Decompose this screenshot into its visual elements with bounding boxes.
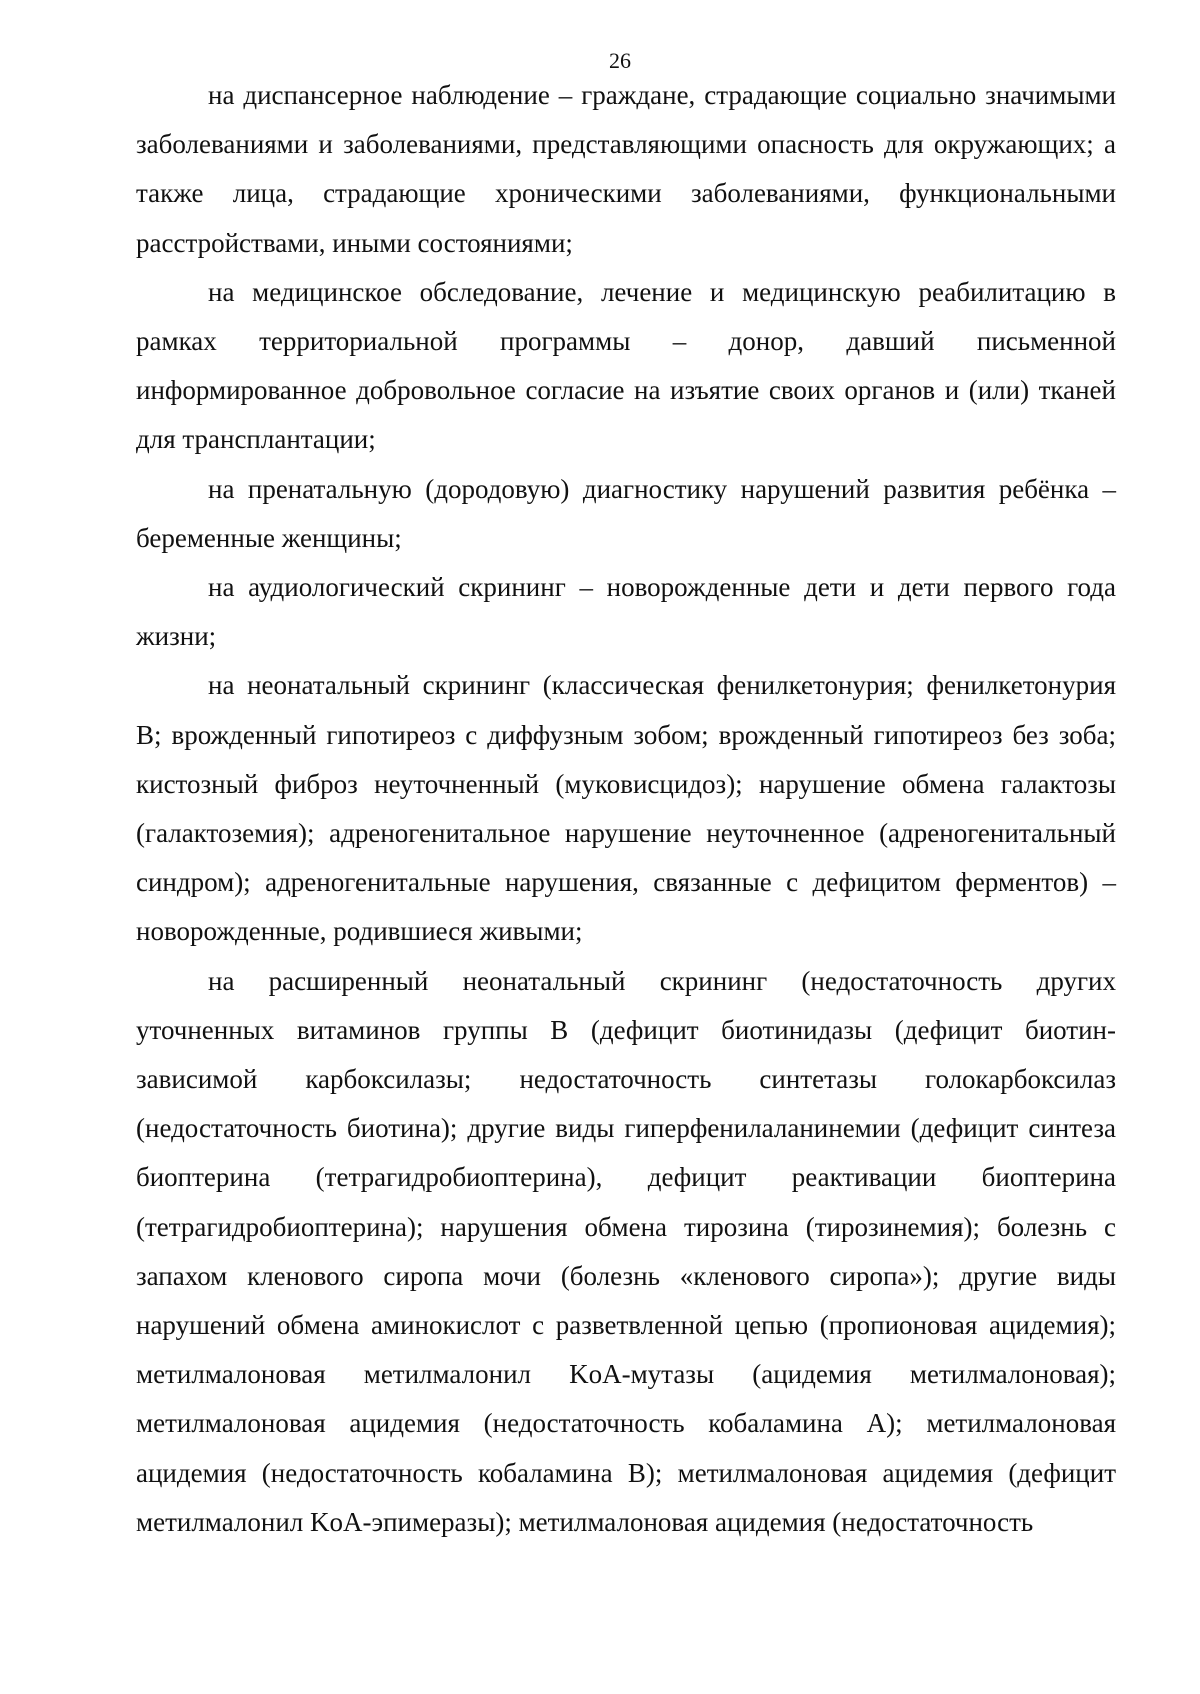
- paragraph-donor-examination: на медицинское обследование, лечение и медицинскую реабилитацию в рамках территориальной программы – донор, давший письменной информированное добровольное согласие на изъятие своих органов и (или) тканей для трансплантации;: [136, 276, 1116, 455]
- paragraph-dispensary-observation: на диспансерное наблюдение – граждане, страдающие социально значимыми заболеваниями и заболеваниями, представляющими опасность для окружающих; а также лица, страдающие хроническими заболеваниями, функциональными расстройствами, иными состояниями;: [136, 80, 1116, 258]
- paragraph-extended-neonatal-screening: на расширенный неонатальный скрининг (недостаточность других уточненных витаминов группы B (дефицит биотинидазы (дефицит биотин-зависимой карбоксилазы; недостаточность синтетазы голокарбоксилаз (недостаточность биотина); другие виды гиперфенилаланинемии (дефицит синтеза биоптерина (тетрагидробиоптерина), дефицит реактивации биоптерина (тетрагидробиоптерина); нарушения обмена тирозина (тирозинемия); болезнь с запахом кленового сиропа мочи (болезнь «кленового сиропа»); другие виды нарушений обмена аминокислот с разветвленной цепью (пропионовая ацидемия); метилмалоновая метилмалонил KoA-мутазы (ацидемия метилмалоновая); метилмалоновая ацидемия (недостаточность кобаламина A); метилмалоновая ацидемия (недостаточность кобаламина B); метилмалоновая ацидемия (дефицит метилмалонил KoA-эпимеразы); метилмалоновая ацидемия (недостаточность: [136, 965, 1116, 1537]
- paragraph-prenatal-diagnostics: на пренатальную (дородовую) диагностику нарушений развития ребёнка – беременные женщины;: [136, 473, 1116, 553]
- document-body: [136, 71, 1116, 1547]
- paragraph-neonatal-screening: на неонатальный скрининг (классическая фенилкетонурия; фенилкетонурия B; врожденный гипотиреоз с диффузным зобом; врожденный гипотиреоз без зоба; кистозный фиброз неуточненный (муковисцидоз); нарушение обмена галактозы (галактоземия); адреногенитальное нарушение неуточненное (адреногенитальный синдром); адреногенитальные нарушения, связанные с дефицитом ферментов) – новорожденные, родившиеся живыми;: [136, 670, 1116, 947]
- page-number: 26: [609, 48, 631, 73]
- paragraph-audiological-screening: на аудиологический скрининг – новорожденные дети и дети первого года жизни;: [136, 572, 1116, 652]
